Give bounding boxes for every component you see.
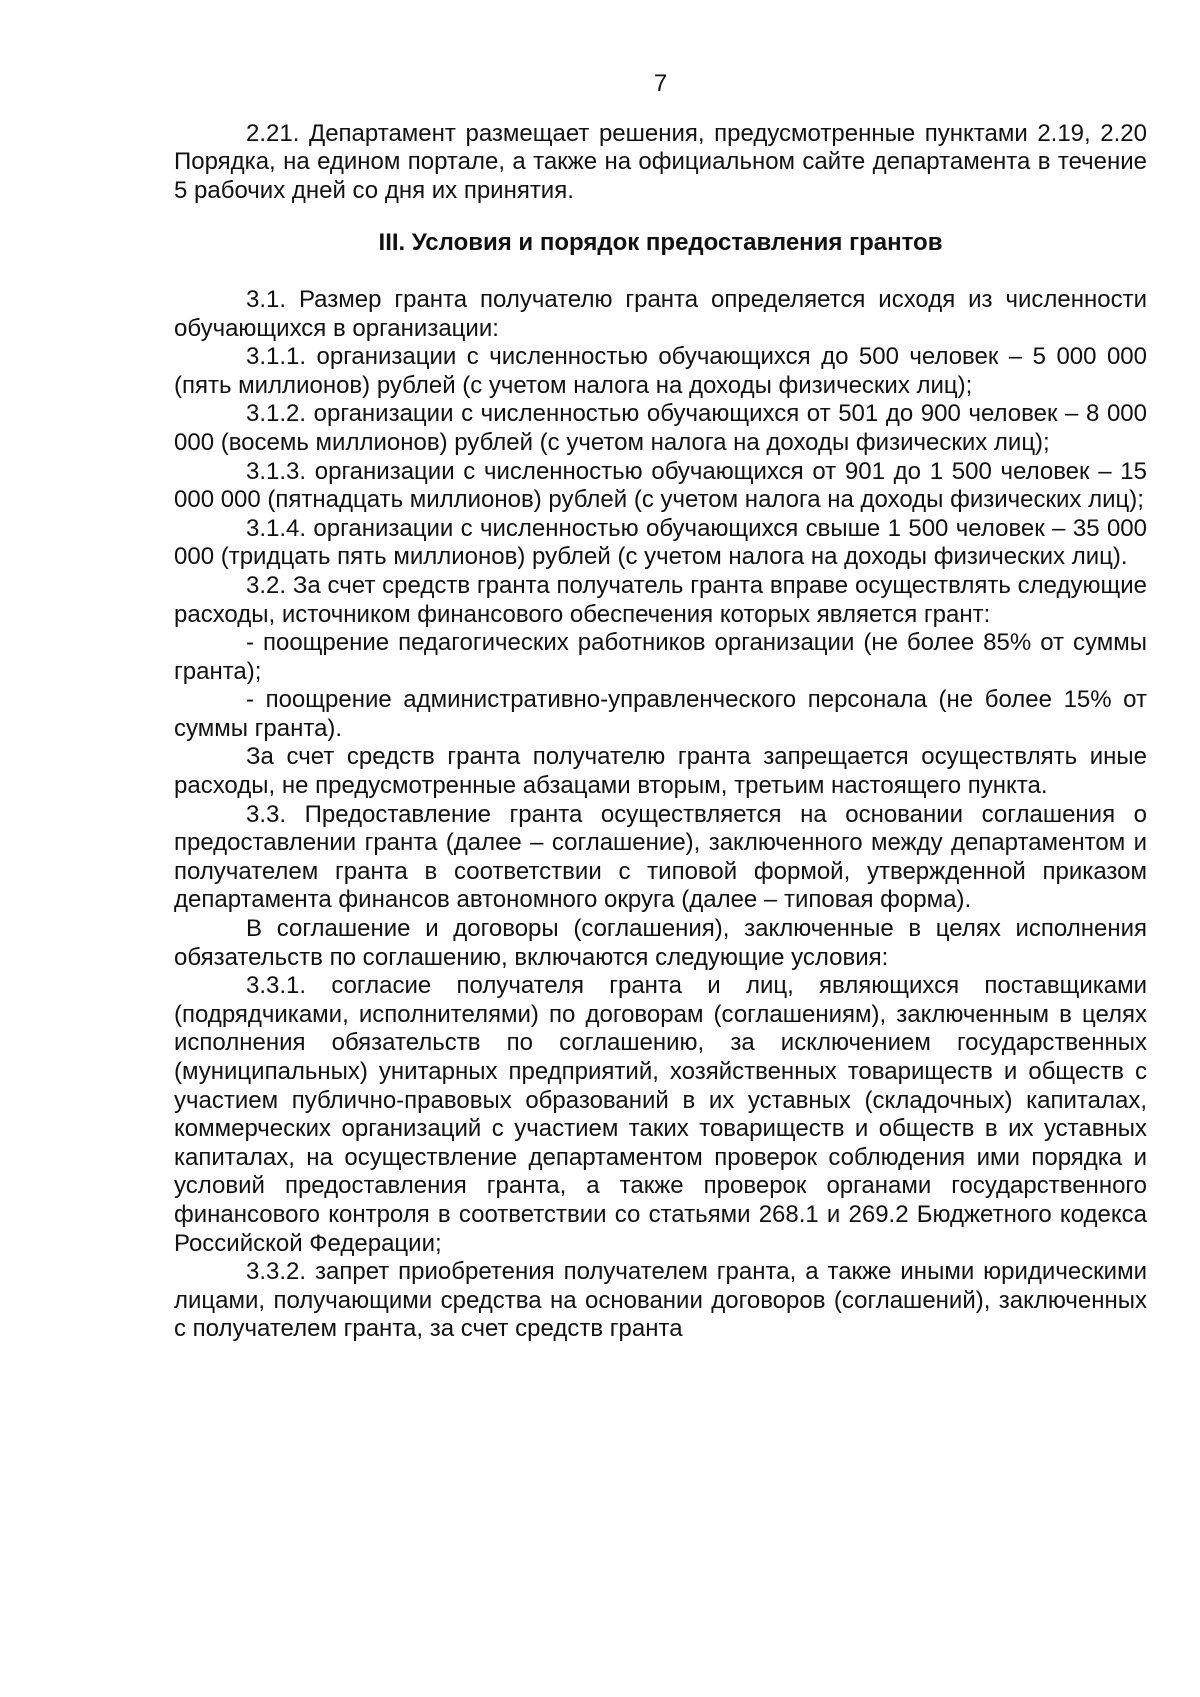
paragraph: 3.3.2. запрет приобретения получателем гранта, а также иными юридическими лицами, получающими средства на основании договоров (соглашений), заключенных с получателем гранта, за счет средств гранта [174,1258,1147,1343]
paragraph: За счет средств гранта получателю гранта запрещается осуществлять иные расходы, не предусмотренные абзацами вторым, третьим настоящего пункта. [174,743,1147,800]
section-title: III. Условия и порядок предоставления грантов [378,229,943,257]
paragraph: 3.1.1. организации с численностью обучающихся до 500 человек – 5 000 000 (пять миллионов) рублей (с учетом налога на доходы физических лиц); [174,343,1147,399]
paragraph: 2.21. Департамент размещает решения, предусмотренные пунктами 2.19, 2.20 Порядка, на едином портале, а также на официальном сайте департамента в течение 5 рабочих дней со дня их принятия. [174,119,1147,204]
paragraph: 3.2. За счет средств гранта получатель гранта вправе осуществлять следующие расходы, источником финансового обеспечения которых является грант: [174,571,1147,628]
paragraph: - поощрение педагогических работников организации (не более 85% от суммы гранта); [174,629,1147,685]
section-body [174,286,1147,1344]
paragraph: - поощрение административно-управленческого персонала (не более 15% от суммы гранта). [174,686,1147,742]
paragraph: 3.1. Размер гранта получателю гранта определяется исходя из численности обучающихся в организации: [174,285,1147,342]
paragraph: 3.3. Предоставление гранта осуществляется на основании соглашения о предоставлении гранта (далее – соглашение), заключенного между департаментом и получателем гранта в соответствии с типовой формой, утвержденной приказом департамента финансов автономного округа (далее – типовая форма). [174,800,1147,914]
intro-text [174,120,1147,206]
paragraph: 3.3.1. согласие получателя гранта и лиц, являющихся поставщиками (подрядчиками, исполнителями) по договорам (соглашениям), заключенным в целях исполнения обязательств по соглашению, за исключением государственных (муниципальных) унитарных предприятий, хозяйственных товариществ и обществ с участием публично-правовых образований в их уставных (складочных) капиталах, коммерческих организаций с участием таких товариществ и обществ в их уставных капиталах, на осуществление департаментом проверок соблюдения ими порядка и условий предоставления гранта, а также проверок органами государственного финансового контроля в соответствии со статьями 268.1 и 269.2 Бюджетного кодекса Российской Федерации; [174,972,1147,1257]
paragraph: В соглашение и договоры (соглашения), заключенные в целях исполнения обязательств по соглашению, включаются следующие условия: [174,915,1147,971]
paragraph: 3.1.4. организации с численностью обучающихся свыше 1 500 человек – 35 000 000 (тридцать пять миллионов) рублей (с учетом налога на доходы физических лиц). [174,514,1147,571]
page-number: 7 [653,70,668,97]
paragraph: 3.1.3. организации с численностью обучающихся от 901 до 1 500 человек – 15 000 000 (пятнадцать миллионов) рублей (с учетом налога на доходы физических лиц); [174,457,1147,514]
paragraph: 3.1.2. организации с численностью обучающихся от 501 до 900 человек – 8 000 000 (восемь миллионов) рублей (с учетом налога на доходы физических лиц); [174,400,1147,456]
